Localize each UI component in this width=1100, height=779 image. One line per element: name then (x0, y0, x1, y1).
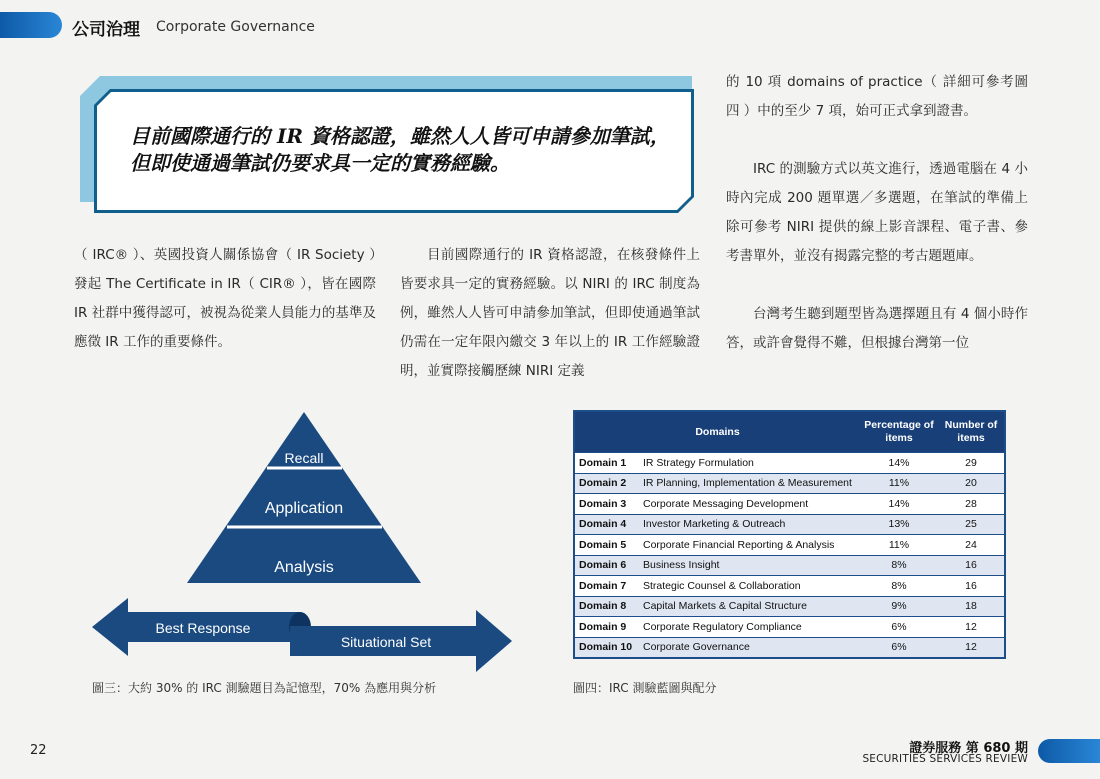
header-domains: Domains (574, 411, 860, 453)
column-3-paragraph-2: IRC 的測驗方式以英文進行，透過電腦在 4 小時內完成 200 題單選／多選題，在筆試的準備上除可參考 NIRI 提供的線上影音課程、電子書、參考書單外，並沒有揭露完整的考古題題庫。 (726, 161, 1028, 264)
domain-percentage: 8% (860, 576, 938, 597)
pull-quote (130, 123, 690, 177)
domain-name: Corporate Governance (639, 637, 860, 658)
table-row (574, 453, 1005, 474)
pyramid-level-application: Application (264, 500, 344, 517)
domain-name: Corporate Financial Reporting & Analysis (639, 535, 860, 556)
domain-percentage: 13% (860, 514, 938, 535)
column-3 (726, 68, 1028, 358)
domain-percentage: 14% (860, 453, 938, 474)
table-row (574, 555, 1005, 576)
domain-number: 16 (938, 555, 1005, 576)
domain-id: Domain 1 (574, 453, 639, 474)
header-number: Number of items (938, 411, 1005, 453)
domain-percentage: 6% (860, 637, 938, 658)
pull-quote-line-1: 目前國際通行的 IR 資格認證，雖然人人皆可申請參加筆試， (130, 124, 670, 148)
publication-title-en: SECURITIES SERVICES REVIEW (862, 753, 1028, 765)
domain-percentage: 6% (860, 617, 938, 638)
column-2-paragraph: 目前國際通行的 IR 資格認證，在核發條件上皆要求具一定的實務經驗。以 NIRI 的 IRC 制度為例，雖然人人皆可申請參加筆試，但即使通過筆試仍需在一定年限內繳交 3 年以上的 IR 工作經驗證明，並實際接觸歷練 NIRI 定義 (400, 247, 700, 379)
domain-id: Domain 9 (574, 617, 639, 638)
table-row (574, 617, 1005, 638)
table-row (574, 576, 1005, 597)
table-row (574, 514, 1005, 535)
column-1 (74, 241, 376, 357)
publication-title-zh: 證券服務 第 680 期 (909, 741, 1028, 756)
table-row (574, 494, 1005, 515)
domain-percentage: 11% (860, 535, 938, 556)
domain-percentage: 14% (860, 494, 938, 515)
pyramid-level-analysis: Analysis (274, 559, 334, 576)
section-title-zh: 公司治理 (72, 20, 140, 40)
domain-name: Investor Marketing & Outreach (639, 514, 860, 535)
domain-name: IR Planning, Implementation & Measurement (639, 473, 860, 494)
pyramid-shape (187, 412, 421, 583)
pyramid-level-recall: Recall (284, 450, 324, 466)
domain-id: Domain 5 (574, 535, 639, 556)
domain-number: 28 (938, 494, 1005, 515)
figure-3-diagram (88, 408, 518, 674)
figure-3-caption: 圖三：大約 30% 的 IRC 測驗題目為記憶型，70% 為應用與分析 (92, 681, 437, 695)
section-title-en: Corporate Governance (156, 19, 315, 35)
domain-id: Domain 7 (574, 576, 639, 597)
table-row (574, 473, 1005, 494)
domain-name: Strategic Counsel & Collaboration (639, 576, 860, 597)
domain-name: IR Strategy Formulation (639, 453, 860, 474)
table-row (574, 637, 1005, 658)
table-row (574, 596, 1005, 617)
domain-percentage: 11% (860, 473, 938, 494)
figure-4-caption: 圖四：IRC 測驗藍圖與配分 (573, 681, 717, 695)
table-header-row (574, 411, 1005, 453)
domain-number: 25 (938, 514, 1005, 535)
domain-id: Domain 8 (574, 596, 639, 617)
table-row (574, 535, 1005, 556)
domain-id: Domain 3 (574, 494, 639, 515)
domain-name: Capital Markets & Capital Structure (639, 596, 860, 617)
arrow-label-best-response: Best Response (155, 620, 251, 636)
column-1-paragraph: （ IRC® ）、英國投資人關係協會（ IR Society ）發起 The Certificate in IR（ CIR® ），皆在國際 IR 社群中獲得認可，被視為從業人員能力的基準及應徵 IR 工作的重要條件。 (74, 247, 376, 350)
header-accent-bar (0, 12, 62, 38)
domain-number: 18 (938, 596, 1005, 617)
footer-accent-bar (1038, 739, 1100, 763)
irc-blueprint-table (573, 410, 1006, 659)
column-3-paragraph-3: 台灣考生聽到題型皆為選擇題且有 4 個小時作答，或許會覺得不難，但根據台灣第一位 (726, 306, 1028, 351)
domain-percentage: 9% (860, 596, 938, 617)
domain-id: Domain 6 (574, 555, 639, 576)
domain-name: Business Insight (639, 555, 860, 576)
domain-number: 29 (938, 453, 1005, 474)
column-3-paragraph-1: 的 10 項 domains of practice（ 詳細可參考圖四 ）中的至少 7 項，始可正式拿到證書。 (726, 74, 1028, 119)
arrow-label-situational-set: Situational Set (340, 634, 432, 650)
domain-id: Domain 10 (574, 637, 639, 658)
page-number: 22 (30, 743, 47, 758)
domain-id: Domain 4 (574, 514, 639, 535)
pull-quote-line-2: 但即使通過筆試仍要求具一定的實務經驗。 (130, 151, 510, 175)
domain-number: 20 (938, 473, 1005, 494)
domain-id: Domain 2 (574, 473, 639, 494)
domain-name: Corporate Regulatory Compliance (639, 617, 860, 638)
column-2 (400, 241, 700, 386)
header-percentage: Percentage of items (860, 411, 938, 453)
domain-percentage: 8% (860, 555, 938, 576)
domain-number: 12 (938, 617, 1005, 638)
domain-number: 16 (938, 576, 1005, 597)
domain-number: 24 (938, 535, 1005, 556)
domain-number: 12 (938, 637, 1005, 658)
domain-name: Corporate Messaging Development (639, 494, 860, 515)
